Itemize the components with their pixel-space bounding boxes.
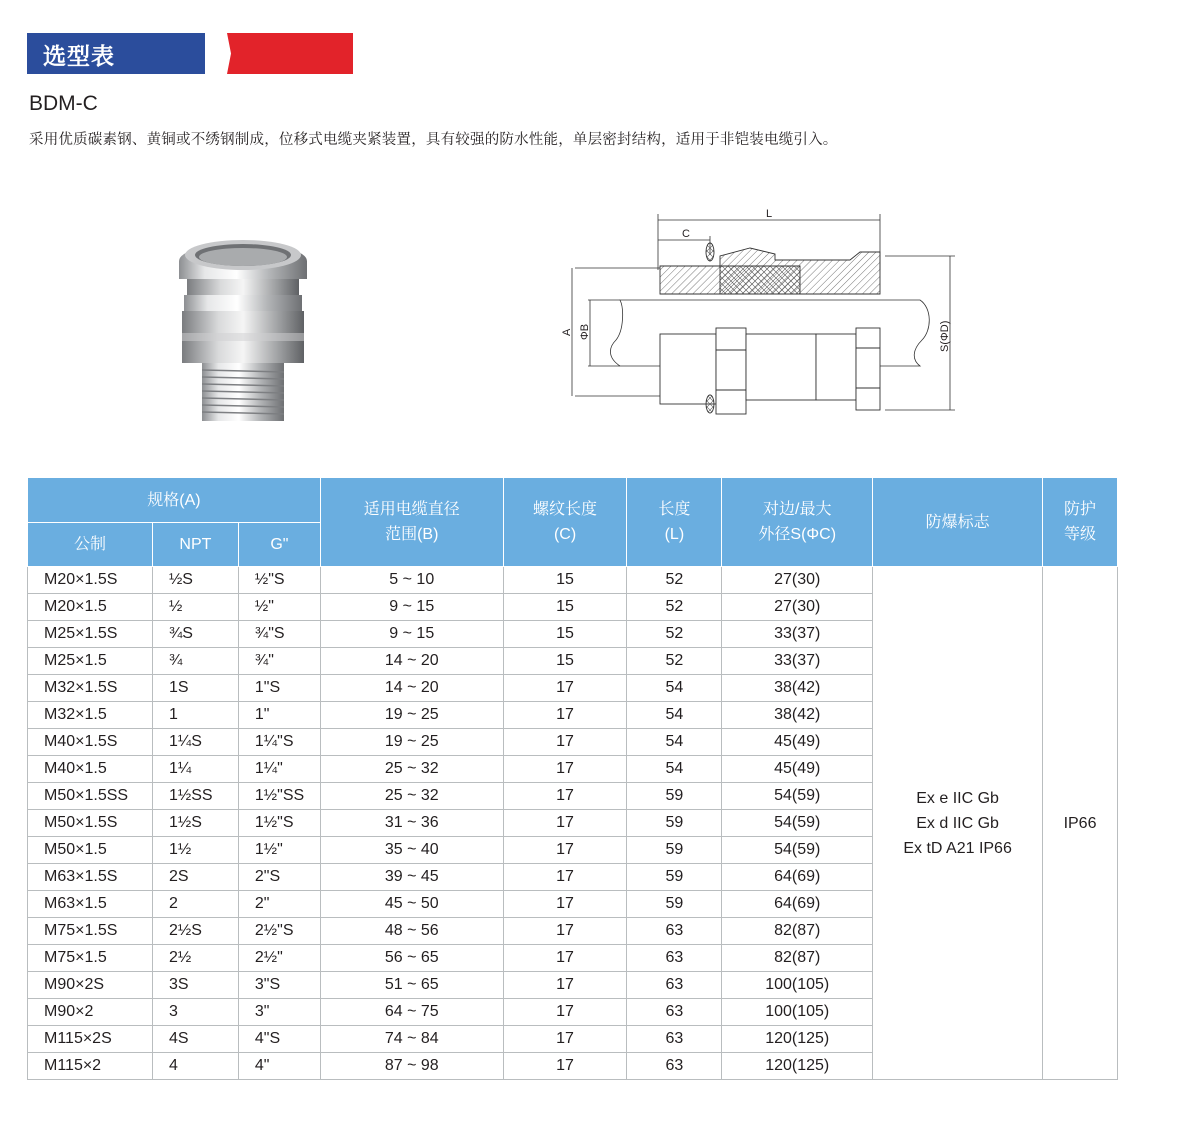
cell-cable-range: 39 ~ 45 <box>320 864 503 891</box>
cell-length: 54 <box>627 729 722 756</box>
cell-length: 54 <box>627 702 722 729</box>
cell-thread-length: 17 <box>503 1053 627 1080</box>
cell-length: 52 <box>627 621 722 648</box>
dim-label-s: S(ΦD) <box>939 320 951 352</box>
cell-length: 63 <box>627 972 722 999</box>
cell-across-flats: 120(125) <box>722 1026 873 1053</box>
cell-thread-length: 17 <box>503 837 627 864</box>
cell-length: 63 <box>627 1053 722 1080</box>
cell-cable-range: 87 ~ 98 <box>320 1053 503 1080</box>
cell-across-flats: 54(59) <box>722 837 873 864</box>
cell-thread-length: 17 <box>503 783 627 810</box>
cell-npt: 4S <box>152 1026 238 1053</box>
cell-metric: M25×1.5 <box>28 648 153 675</box>
cell-npt: 4 <box>152 1053 238 1080</box>
ex-mark-line: Ex e IIC Gb <box>916 789 999 807</box>
cell-npt: 1¼S <box>152 729 238 756</box>
cell-across-flats: 100(105) <box>722 999 873 1026</box>
cell-metric: M32×1.5 <box>28 702 153 729</box>
cell-cable-range: 64 ~ 75 <box>320 999 503 1026</box>
dim-label-c: C <box>682 228 690 240</box>
ex-mark-line: Ex tD A21 IP66 <box>903 839 1012 857</box>
header-protection: 防护 等级 <box>1043 478 1118 567</box>
cell-ex-mark <box>873 567 1043 1080</box>
cell-npt: 2½S <box>152 918 238 945</box>
cell-metric: M115×2S <box>28 1026 153 1053</box>
header-g: G" <box>238 523 320 567</box>
cell-cable-range: 25 ~ 32 <box>320 783 503 810</box>
cell-g: 1¼"S <box>238 729 320 756</box>
cell-length: 59 <box>627 783 722 810</box>
cell-thread-length: 17 <box>503 972 627 999</box>
cell-metric: M50×1.5S <box>28 810 153 837</box>
dim-label-l: L <box>766 208 773 220</box>
cell-length: 59 <box>627 837 722 864</box>
cell-g: 4" <box>238 1053 320 1080</box>
cell-g: 3" <box>238 999 320 1026</box>
cell-cable-range: 74 ~ 84 <box>320 1026 503 1053</box>
cell-thread-length: 17 <box>503 891 627 918</box>
cell-metric: M50×1.5 <box>28 837 153 864</box>
cell-thread-length: 17 <box>503 702 627 729</box>
cell-cable-range: 14 ~ 20 <box>320 648 503 675</box>
cell-g: ¾" <box>238 648 320 675</box>
cell-across-flats: 64(69) <box>722 891 873 918</box>
cell-metric: M63×1.5S <box>28 864 153 891</box>
cell-thread-length: 17 <box>503 810 627 837</box>
cell-metric: M40×1.5 <box>28 756 153 783</box>
dimension-drawing <box>560 200 965 430</box>
cell-npt: ¾ <box>152 648 238 675</box>
cell-thread-length: 15 <box>503 621 627 648</box>
cell-npt: 1¼ <box>152 756 238 783</box>
cell-cable-range: 5 ~ 10 <box>320 567 503 594</box>
cell-g: 1½"S <box>238 810 320 837</box>
cell-thread-length: 17 <box>503 729 627 756</box>
cell-cable-range: 19 ~ 25 <box>320 729 503 756</box>
cell-npt: 2 <box>152 891 238 918</box>
cell-thread-length: 17 <box>503 1026 627 1053</box>
cell-across-flats: 64(69) <box>722 864 873 891</box>
cell-cable-range: 25 ~ 32 <box>320 756 503 783</box>
cell-g: 2" <box>238 891 320 918</box>
cell-metric: M40×1.5S <box>28 729 153 756</box>
cell-g: 1" <box>238 702 320 729</box>
cell-g: 1½" <box>238 837 320 864</box>
cell-metric: M75×1.5 <box>28 945 153 972</box>
cell-thread-length: 17 <box>503 756 627 783</box>
cell-across-flats: 54(59) <box>722 783 873 810</box>
cell-metric: M90×2S <box>28 972 153 999</box>
cell-npt: 1½ <box>152 837 238 864</box>
cell-metric: M20×1.5 <box>28 594 153 621</box>
cell-length: 63 <box>627 918 722 945</box>
header-cable-range: 适用电缆直径 范围(B) <box>320 478 503 567</box>
cell-length: 54 <box>627 675 722 702</box>
cell-npt: 1½SS <box>152 783 238 810</box>
cell-g: 1¼" <box>238 756 320 783</box>
cell-cable-range: 14 ~ 20 <box>320 675 503 702</box>
cell-protection: IP66 <box>1043 567 1118 1080</box>
cell-across-flats: 27(30) <box>722 567 873 594</box>
cell-across-flats: 120(125) <box>722 1053 873 1080</box>
cell-thread-length: 15 <box>503 567 627 594</box>
cell-length: 59 <box>627 810 722 837</box>
cell-length: 59 <box>627 891 722 918</box>
cell-thread-length: 17 <box>503 999 627 1026</box>
cell-npt: 1S <box>152 675 238 702</box>
cell-metric: M50×1.5SS <box>28 783 153 810</box>
cell-across-flats: 33(37) <box>722 621 873 648</box>
cell-across-flats: 38(42) <box>722 675 873 702</box>
header-metric: 公制 <box>28 523 153 567</box>
cell-cable-range: 19 ~ 25 <box>320 702 503 729</box>
cell-npt: 2½ <box>152 945 238 972</box>
ex-mark-line: Ex d IIC Gb <box>916 814 999 832</box>
cell-across-flats: 33(37) <box>722 648 873 675</box>
cell-g: 4"S <box>238 1026 320 1053</box>
cell-cable-range: 45 ~ 50 <box>320 891 503 918</box>
dim-label-a: A <box>561 328 573 336</box>
cell-g: ¾"S <box>238 621 320 648</box>
header-spec: 规格(A) <box>28 478 321 523</box>
cell-metric: M115×2 <box>28 1053 153 1080</box>
cell-npt: 2S <box>152 864 238 891</box>
cell-across-flats: 82(87) <box>722 918 873 945</box>
cell-cable-range: 56 ~ 65 <box>320 945 503 972</box>
cell-npt: 3S <box>152 972 238 999</box>
banner-red-segment <box>205 33 353 74</box>
cell-metric: M20×1.5S <box>28 567 153 594</box>
cell-cable-range: 51 ~ 65 <box>320 972 503 999</box>
section-banner <box>27 33 353 74</box>
header-npt: NPT <box>152 523 238 567</box>
cell-across-flats: 100(105) <box>722 972 873 999</box>
cell-across-flats: 45(49) <box>722 729 873 756</box>
cell-g: ½"S <box>238 567 320 594</box>
cell-cable-range: 9 ~ 15 <box>320 594 503 621</box>
cell-across-flats: 82(87) <box>722 945 873 972</box>
cell-g: ½" <box>238 594 320 621</box>
header-across-flats: 对边/最大 外径S(ΦC) <box>722 478 873 567</box>
cell-thread-length: 17 <box>503 675 627 702</box>
cell-npt: ½ <box>152 594 238 621</box>
header-thread-length: 螺纹长度 (C) <box>503 478 627 567</box>
cell-g: 3"S <box>238 972 320 999</box>
cell-g: 1"S <box>238 675 320 702</box>
cell-g: 1½"SS <box>238 783 320 810</box>
dim-label-b: ΦB <box>579 323 591 340</box>
cell-thread-length: 15 <box>503 648 627 675</box>
cell-across-flats: 45(49) <box>722 756 873 783</box>
cell-cable-range: 31 ~ 36 <box>320 810 503 837</box>
cell-g: 2½"S <box>238 918 320 945</box>
selection-table <box>27 477 1118 1080</box>
cell-length: 54 <box>627 756 722 783</box>
cell-thread-length: 15 <box>503 594 627 621</box>
product-model: BDM-C <box>29 92 98 115</box>
cell-metric: M90×2 <box>28 999 153 1026</box>
cell-length: 52 <box>627 648 722 675</box>
cell-length: 52 <box>627 567 722 594</box>
cell-g: 2"S <box>238 864 320 891</box>
cell-npt: 1½S <box>152 810 238 837</box>
cell-metric: M63×1.5 <box>28 891 153 918</box>
cell-thread-length: 17 <box>503 864 627 891</box>
cell-length: 63 <box>627 999 722 1026</box>
cell-thread-length: 17 <box>503 945 627 972</box>
cell-length: 63 <box>627 1026 722 1053</box>
cell-cable-range: 48 ~ 56 <box>320 918 503 945</box>
product-description: 采用优质碳素钢、黄铜或不绣钢制成，位移式电缆夹紧装置，具有较强的防水性能，单层密封结构，适用于非铠装电缆引入。 <box>29 132 838 148</box>
header-ex-mark: 防爆标志 <box>873 478 1043 567</box>
cell-npt: 3 <box>152 999 238 1026</box>
cell-metric: M32×1.5S <box>28 675 153 702</box>
section-title: 选型表 <box>43 44 115 70</box>
cell-metric: M25×1.5S <box>28 621 153 648</box>
cell-npt: 1 <box>152 702 238 729</box>
cell-cable-range: 35 ~ 40 <box>320 837 503 864</box>
cell-npt: ½S <box>152 567 238 594</box>
header-length: 长度 (L) <box>627 478 722 567</box>
cell-across-flats: 27(30) <box>722 594 873 621</box>
cell-length: 59 <box>627 864 722 891</box>
cell-metric: M75×1.5S <box>28 918 153 945</box>
cell-across-flats: 54(59) <box>722 810 873 837</box>
cell-length: 52 <box>627 594 722 621</box>
cable-gland-photo <box>170 225 320 425</box>
cell-g: 2½" <box>238 945 320 972</box>
cell-cable-range: 9 ~ 15 <box>320 621 503 648</box>
cell-across-flats: 38(42) <box>722 702 873 729</box>
table-row <box>28 567 1118 594</box>
cell-npt: ¾S <box>152 621 238 648</box>
cell-thread-length: 17 <box>503 918 627 945</box>
cell-length: 63 <box>627 945 722 972</box>
